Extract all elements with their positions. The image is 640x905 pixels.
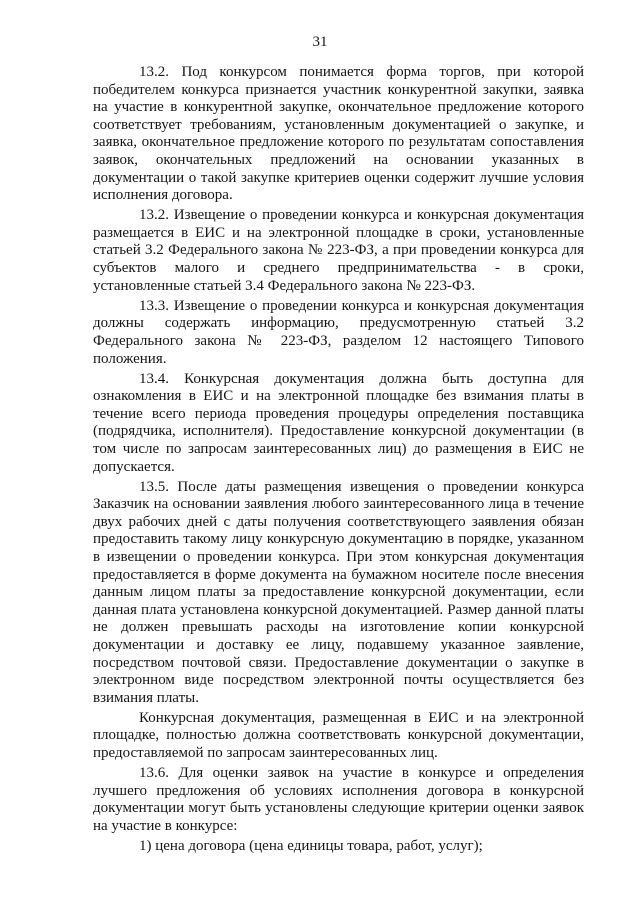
paragraph-13-5: 13.5. После даты размещения извещения о проведении конкурса Заказчик на основании заявления любого заинтересованного лица в течение двух рабочих дней с даты получения соответствующего заявления обязан предоставить такому лицу конкурсную документацию в порядке, указанном в извещении о проведении конкурса. При этом конкурсная документация предоставляется в форме документа на бумажном носителе после внесения данным лицом платы за предоставление конкурсной документации, если данная плата установлена конкурсной документацией. Размер данной платы не должен превышать расходы на изготовление копии конкурсной документации и доставку ее лицу, подавшему указанное заявление, посредством почтовой связи. Предоставление документации о закупке в электронном виде посредством электронной почты осуществляется без взимания платы. [93,478,584,706]
page-number: 31 [312,34,328,50]
paragraph-13-2-definition: 13.2. Под конкурсом понимается форма торгов, при которой победителем конкурса признается участник конкурентной закупки, заявка на участие в конкурентной закупке, окончательное предложение которого соответствует требованиям, установленным документацией о закупке, и заявка, окончательное предложение которого по результатам сопоставления заявок, окончательных предложений на основании указанных в документации о такой закупке критериев оценки содержит лучшие условия исполнения договора. [93,64,584,204]
paragraph-13-4: 13.4. Конкурсная документация должна быть доступна для ознакомления в ЕИС и на электронной площадке без взимания платы в течение всего периода проведения процедуры определения поставщика (подрядчика, исполнителя). Предоставление конкурсной документации (в том числе по запросам заинтересованных лиц) до размещения в ЕИС не допускается. [93,370,584,475]
paragraph-13-3: 13.3. Извещение о проведении конкурса и конкурсная документация должны содержать информацию, предусмотренную статьей 3.2 Федерального закона № 223-ФЗ, разделом 12 настоящего Типового положения. [93,297,584,367]
paragraph-13-6: 13.6. Для оценки заявок на участие в конкурсе и определения лучшего предложения об условиях исполнения договора в конкурсной документации могут быть установлены следующие критерии оценки заявок на участие в конкурсе: [93,765,584,834]
paragraph-documentation-conformity: Конкурсная документация, размещенная в ЕИС и на электронной площадке, полностью должна соответствовать конкурсной документации, предоставляемой по запросам заинтересованных лиц. [93,709,584,762]
paragraph-13-2-notice: 13.2. Извещение о проведении конкурса и конкурсная документация размещается в ЕИС и на электронной площадке в сроки, установленные статьей 3.2 Федерального закона № 223-ФЗ, а при проведении конкурса для субъектов малого и среднего предпринимательства - в сроки, установленные статьей 3.4 Федерального закона № 223-ФЗ. [93,207,584,294]
list-item-contract-price: 1) цена договора (цена единицы товара, работ, услуг); [139,838,483,855]
body-text [93,64,584,858]
